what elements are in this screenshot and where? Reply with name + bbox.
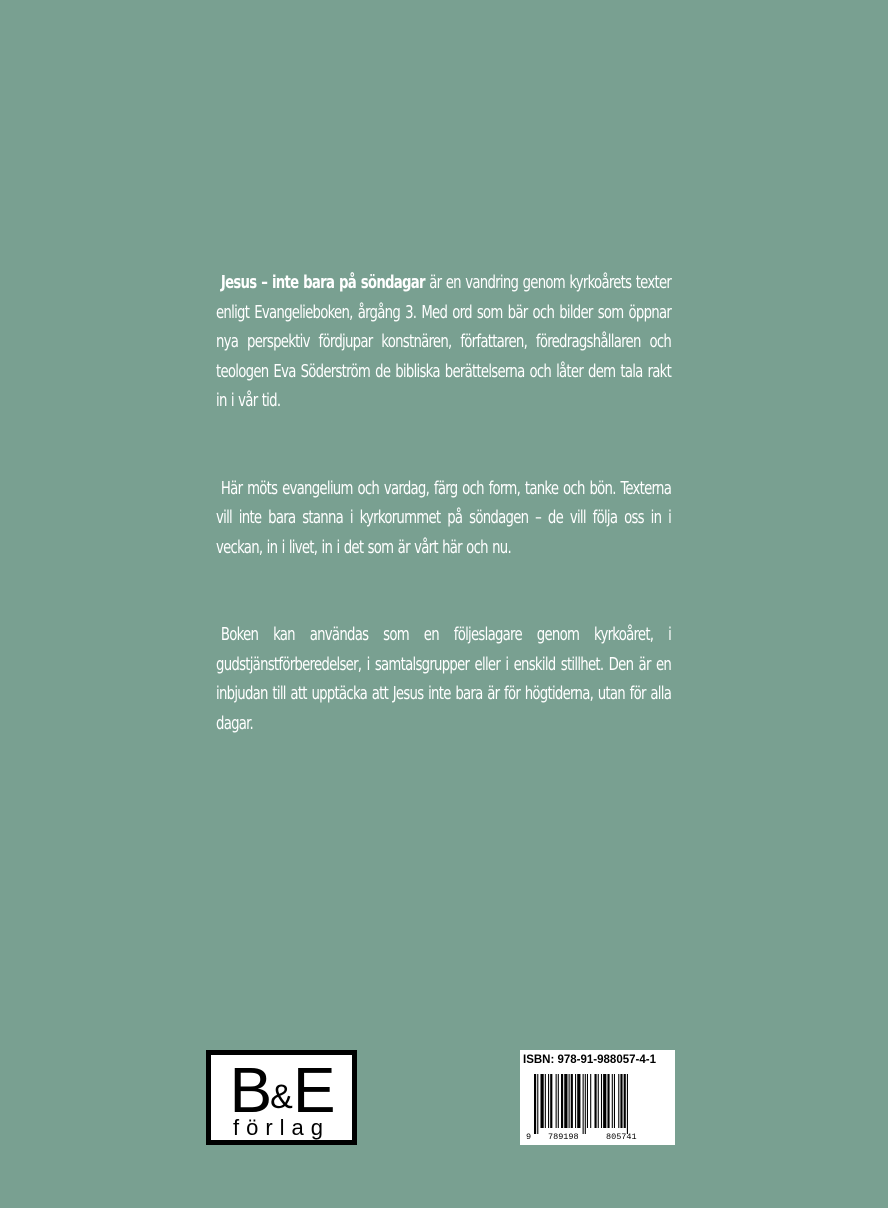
blurb-paragraph-1 (216, 268, 671, 416)
isbn-label: ISBN: 978-91-988057-4-1 (523, 1054, 656, 1066)
barcode-bar (587, 1074, 588, 1128)
publisher-logo-subtitle: förlag (232, 1115, 331, 1140)
barcode-bar (550, 1074, 552, 1128)
blurb-paragraph-1-body: är en vandring genom kyrkoårets texter enligt Evangelieboken, årgång 3. Med ord som bär och bilder som öppnar nya perspektiv fördjupar konstnären, författaren, föredragshållaren och teologen Eva Söderström de bibliska berättelserna och låter dem tala rakt in i vår tid. (216, 272, 672, 411)
barcode-digits-left: 789198 (548, 1132, 579, 1142)
barcode-bar (561, 1074, 563, 1128)
barcode-bar (556, 1074, 557, 1128)
barcode-bar (603, 1074, 606, 1128)
publisher-logo (206, 1050, 357, 1145)
barcode-bar (614, 1074, 615, 1128)
barcode-bar (594, 1074, 596, 1128)
barcode-bar (534, 1074, 536, 1134)
barcode-bar (585, 1074, 586, 1134)
barcode-bar (569, 1074, 570, 1128)
barcode-bar (537, 1074, 538, 1134)
barcode-bar (540, 1074, 543, 1128)
barcode-bar (571, 1074, 573, 1128)
publisher-logo-b: B (229, 1054, 271, 1126)
barcode-bar (577, 1074, 580, 1128)
publisher-logo-ampersand: & (270, 1078, 293, 1116)
book-title: Jesus – inte bara på söndagar (220, 272, 425, 293)
barcode-bar (607, 1074, 609, 1128)
barcode-bar (545, 1074, 546, 1128)
barcode-bar (620, 1074, 622, 1128)
barcode-bar (548, 1074, 549, 1128)
barcode-bar (583, 1074, 584, 1134)
barcode-bar (624, 1074, 626, 1128)
barcode-bar (618, 1074, 619, 1128)
barcode-bar (601, 1074, 602, 1128)
barcode-digits-right: 805741 (606, 1132, 637, 1142)
publisher-logo-e: E (292, 1054, 334, 1126)
barcode-bar (627, 1074, 628, 1134)
barcode-icon (534, 1074, 664, 1136)
back-cover-blurb (216, 268, 671, 796)
barcode-bar (590, 1074, 591, 1128)
barcode-bar (558, 1074, 559, 1128)
barcode-digit-first: 9 (526, 1132, 532, 1142)
barcode-bar (598, 1074, 599, 1128)
isbn-barcode-box (520, 1050, 675, 1145)
blurb-paragraph-3: Boken kan användas som en följeslagare genom kyrkoåret, i gudstjänstförberedelser, i samtalsgrupper eller i enskild stillhet. Den är en inbjudan till att upptäcka att Jesus inte bara är för högtiderna, utan för alla dagar. (216, 624, 672, 734)
barcode-bar (564, 1074, 567, 1128)
barcode-bar (612, 1074, 613, 1128)
barcode-bar (575, 1074, 576, 1128)
blurb-paragraph-2: Här möts evangelium och vardag, färg och form, tanke och bön. Texterna vill inte bara stanna i kyrkorummet på söndagen – de vill följa oss in i veckan, in i livet, in i det som är vårt här och nu. (216, 477, 672, 558)
